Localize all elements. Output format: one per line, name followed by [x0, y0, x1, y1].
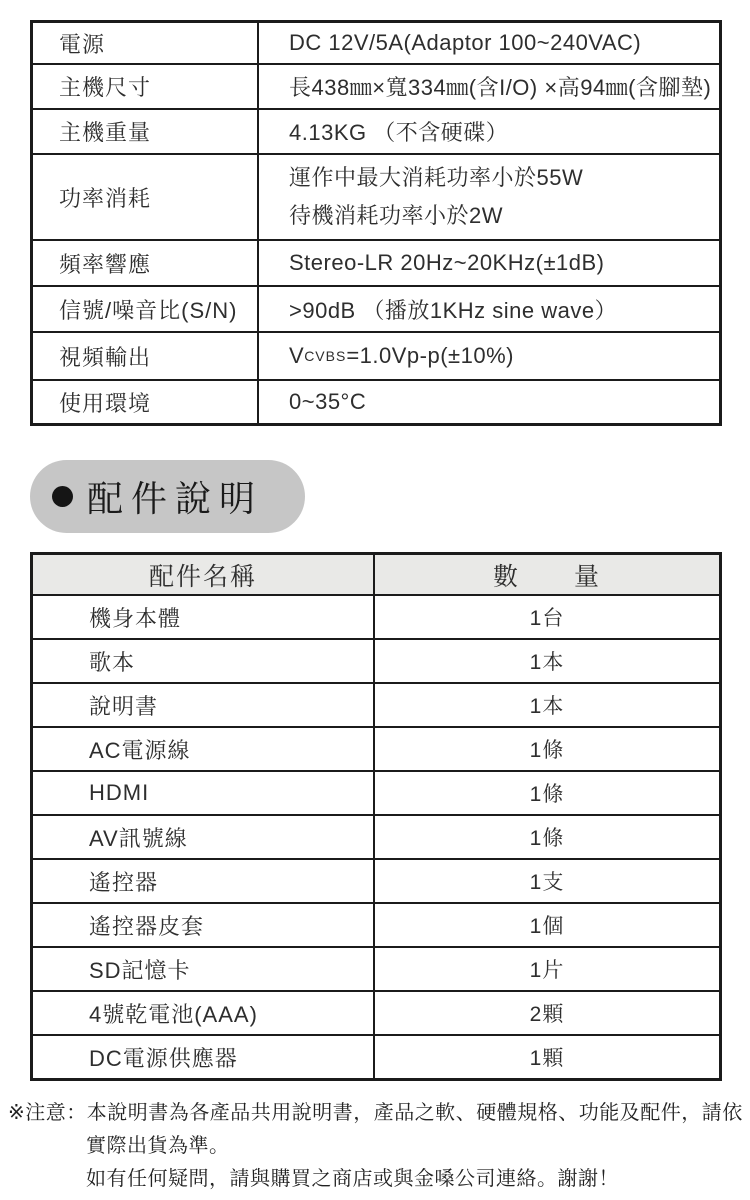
- spec-label: 使用環境: [33, 381, 259, 423]
- spec-value: 長438㎜×寬334㎜(含I/O) ×高94㎜(含腳墊): [289, 75, 712, 100]
- accessory-qty-cell: 1條: [529, 739, 565, 762]
- spec-label: 視頻輸出: [33, 333, 259, 379]
- spec-row: [33, 379, 719, 423]
- spec-value: DC 12V/5A(Adaptor 100~240VAC): [289, 30, 642, 55]
- spec-label: 信號/噪音比(S/N): [33, 287, 259, 331]
- accessories-header-row: [33, 555, 719, 594]
- accessory-qty-cell: 1條: [529, 783, 565, 806]
- accessories-name-header: 配件名稱: [33, 555, 375, 594]
- notice-line-2: 實際出貨為準。: [86, 1135, 230, 1157]
- table-row: [33, 1034, 719, 1078]
- accessory-qty-cell: 1片: [529, 959, 565, 982]
- spec-value: >90dB （播放1KHz sine wave）: [289, 297, 618, 323]
- table-row: [33, 946, 719, 990]
- spec-value-line: 運作中最大消耗功率小於55W: [289, 165, 584, 190]
- accessory-qty-cell: 1本: [529, 651, 565, 674]
- accessory-qty-cell: 2顆: [529, 1003, 565, 1026]
- spec-value-line: 待機消耗功率小於2W: [289, 203, 504, 228]
- spec-row: [33, 331, 719, 379]
- notice-line-1: ※注意：本說明書為各產品共用說明書，產品之軟、硬體規格、功能及配件，請依: [8, 1102, 743, 1124]
- spec-row: [33, 23, 719, 63]
- video-output-subscript: CVBS: [304, 348, 347, 364]
- accessory-name-cell: DC電源供應器: [33, 1036, 375, 1078]
- accessory-name-cell: AV訊號線: [33, 816, 375, 858]
- accessory-qty-cell: 1條: [529, 827, 565, 850]
- spec-table: [30, 20, 722, 426]
- accessory-name-cell: 機身本體: [33, 596, 375, 638]
- accessory-name-cell: 遙控器皮套: [33, 904, 375, 946]
- table-row: [33, 682, 719, 726]
- spec-row: [33, 63, 719, 108]
- spec-row: [33, 153, 719, 239]
- spec-row: [33, 108, 719, 153]
- accessory-name-cell: 遙控器: [33, 860, 375, 902]
- table-row: [33, 726, 719, 770]
- table-row: [33, 990, 719, 1034]
- spec-value: 0~35°C: [289, 389, 367, 414]
- accessory-name-cell: HDMI: [33, 772, 375, 814]
- accessory-name-cell: AC電源線: [33, 728, 375, 770]
- accessory-qty-cell: 1支: [529, 871, 565, 894]
- spec-label: 電源: [33, 23, 259, 63]
- table-row: [33, 638, 719, 682]
- table-row: [33, 858, 719, 902]
- notice-line-3: 如有任何疑問，請與購買之商店或與金嗓公司連絡。謝謝！: [86, 1168, 619, 1190]
- section-header-pill: [30, 460, 305, 533]
- accessories-table: [30, 552, 722, 1081]
- bullet-icon: [52, 486, 73, 507]
- table-row: [33, 814, 719, 858]
- accessory-qty-cell: 1本: [529, 695, 565, 718]
- accessory-name-cell: 4號乾電池(AAA): [33, 992, 375, 1034]
- spec-value: 4.13KG （不含硬碟）: [289, 120, 509, 145]
- spec-value: Stereo-LR 20Hz~20KHz(±1dB): [289, 250, 605, 275]
- video-output-rest: =1.0Vp-p(±10%): [346, 343, 514, 368]
- spec-value: [259, 155, 719, 239]
- video-output-prefix: V: [289, 343, 305, 368]
- spec-label: 主機重量: [33, 110, 259, 153]
- spec-value: [259, 333, 719, 379]
- table-row: [33, 902, 719, 946]
- accessory-qty-cell: 1個: [529, 915, 565, 938]
- spec-label: 頻率響應: [33, 241, 259, 285]
- spec-row: [33, 239, 719, 285]
- spec-label: 功率消耗: [33, 155, 259, 239]
- spec-label: 主機尺寸: [33, 65, 259, 108]
- notice-block: [8, 1097, 748, 1196]
- accessory-name-cell: 歌本: [33, 640, 375, 682]
- accessory-qty-cell: 1台: [529, 607, 565, 630]
- accessory-qty-cell: 1顆: [529, 1047, 565, 1070]
- spec-row: [33, 285, 719, 331]
- accessories-qty-header: 數 量: [492, 562, 601, 591]
- table-row: [33, 770, 719, 814]
- table-row: [33, 594, 719, 638]
- accessory-name-cell: 說明書: [33, 684, 375, 726]
- section-title: 配件說明: [87, 478, 264, 519]
- accessory-name-cell: SD記憶卡: [33, 948, 375, 990]
